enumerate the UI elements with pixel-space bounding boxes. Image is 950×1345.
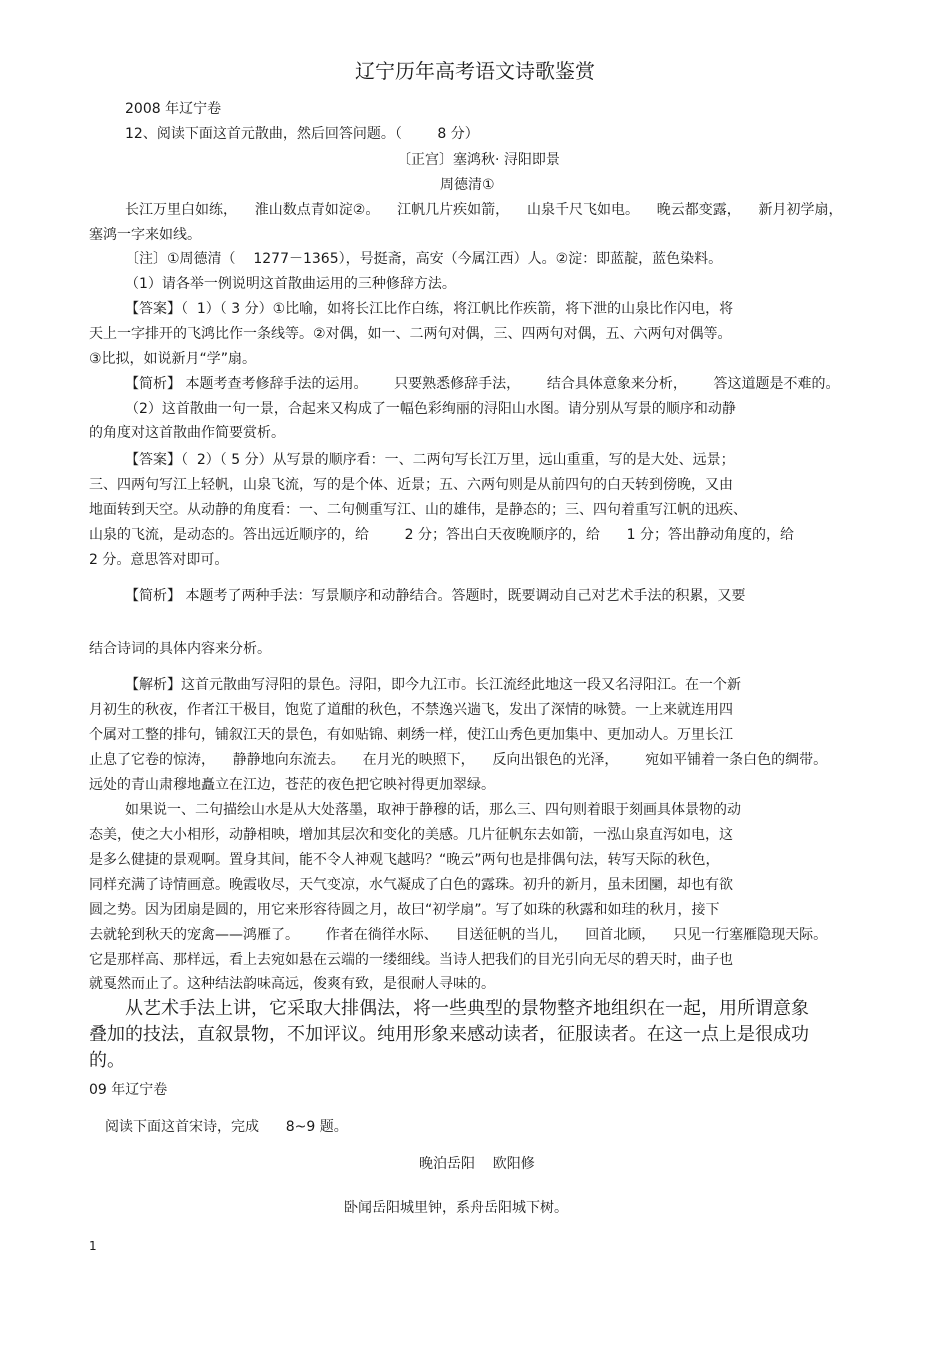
poem-author: 周德清① (440, 177, 495, 193)
page-number: 1 (89, 1239, 97, 1253)
answer-line: 【答案】（ 1）（ 3 分）①比喻，如将长江比作白练，将江帆比作疾箭，将下泄的山泉比作闪电，将 (125, 301, 734, 317)
sub-question-1: （1）请各举一例说明这首散曲运用的三种修辞方法。 (125, 276, 456, 292)
brief-analysis: 结合诗词的具体内容来分析。 (89, 641, 271, 657)
section-2009: 09 年辽宁卷 (89, 1082, 168, 1098)
poem-line: 卧闻岳阳城里钟，系舟岳阳城下树。 (344, 1200, 568, 1216)
poem-line: 长江万里白如练， 淮山数点青如淀②。 江帆几片疾如箭， 山泉千尺飞如电。 晚云都变露， 新月初学扇， (125, 202, 843, 218)
brief-analysis: 【简析】 本题考了两种手法：写景顺序和动静结合。答题时，既要调动自己对艺术手法的积累，又要 (125, 588, 746, 604)
analysis-line: 态美，使之大小相形，动静相映，增加其层次和变化的美感。几片征帆东去如箭，一泓山泉直泻如电，这 (89, 827, 733, 843)
answer-line: 地面转到天空。从动静的角度看：一、二句侧重写江、山的雄伟，是静态的；三、四句着重写江帆的迅疾、 (89, 502, 747, 518)
analysis-line: 月初生的秋夜，作者江干极目，饱览了道酣的秋色，不禁逸兴遄飞，发出了深情的咏赞。一上来就连用四 (89, 702, 733, 718)
answer-line: 【答案】（ 2）（ 5 分）从写景的顺序看：一、二两句写长江万里，远山重重，写的是大处、远景； (125, 452, 735, 468)
analysis-line: 去就轮到秋天的宠禽——鸿雁了。 作者在徜徉水际、 目送征帆的当儿， 回首北顾， 只见一行塞雁隐现天际。 (89, 927, 828, 943)
analysis-line: 止息了它卷的惊涛， 静静地向东流去。 在月光的映照下， 反向出银色的光泽， 宛如平铺着一条白色的绸带。 (89, 752, 828, 768)
analysis-line: 同样充满了诗情画意。晚霞收尽，天气变凉，水气凝成了白色的露珠。初升的新月，虽未团圞，却也有欲 (89, 877, 733, 893)
answer-line: 天上一字排开的飞鸿比作一条线等。②对偶，如一、二两句对偶，三、四两句对偶，五、六两句对偶等。 (89, 326, 732, 342)
analysis-line: 远处的青山肃穆地矗立在江边，苍茫的夜色把它映衬得更加翠绿。 (89, 777, 495, 793)
question-12: 12、阅读下面这首元散曲，然后回答问题。（ 8 分） (125, 126, 479, 142)
note-line: 〔注〕①周德清（ 1277－1365），号挺斋，高安（今属江西）人。②淀：即蓝靛，蓝色染料。 (125, 251, 723, 267)
analysis-line-large: 的。 (89, 1050, 125, 1071)
answer-line: 山泉的飞流，是动态的。答出远近顺序的，给 2 分；答出白天夜晚顺序的，给 1 分；答出静动角度的，给 (89, 527, 795, 543)
poem-line: 塞鸿一字来如线。 (89, 227, 201, 243)
analysis-line: 圆之势。因为团扇是圆的，用它来形容待圆之月，故曰“初学扇”。写了如珠的秋露和如珪的秋月，接下 (89, 902, 720, 918)
section-2008: 2008 年辽宁卷 (125, 101, 222, 117)
poem-title: 晚泊岳阳 欧阳修 (419, 1156, 535, 1172)
question-intro: 阅读下面这首宋诗，完成 8~9 题。 (105, 1119, 348, 1135)
brief-analysis: 【简析】 本题考查考修辞手法的运用。 只要熟悉修辞手法， 结合具体意象来分析， 答这道题是不难的。 (125, 376, 840, 392)
sub-question-2: 的角度对这首散曲作简要赏析。 (89, 425, 285, 441)
analysis-line-large: 从艺术手法上讲，它采取大排偶法，将一些典型的景物整齐地组织在一起，用所谓意象 (125, 998, 809, 1019)
poem-title: 〔正宫〕塞鸿秋· 浔阳即景 (397, 152, 560, 168)
analysis-line: 如果说一、二句描绘山水是从大处落墨，取神于静穆的话，那么三、四句则着眼于刻画具体景物的动 (125, 802, 741, 818)
answer-line: ③比拟，如说新月“学”扇。 (89, 351, 257, 367)
analysis-line: 它是那样高、那样远，看上去宛如悬在云端的一缕细线。当诗人把我们的目光引向无尽的碧天时，曲子也 (89, 952, 733, 968)
analysis-line: 是多么健捷的景观啊。置身其间，能不令人神观飞越吗？“晚云”两句也是排偶句法，转写天际的秋色， (89, 852, 720, 868)
sub-question-2: （2）这首散曲一句一景，合起来又构成了一幅色彩绚丽的浔阳山水图。请分别从写景的顺序和动静 (125, 401, 736, 417)
analysis-line: 个属对工整的排句，铺叙江天的景色，有如贴锦、刺绣一样，使江山秀色更加集中、更加动人。万里长江 (89, 727, 733, 743)
page-title: 辽宁历年高考语文诗歌鉴赏 (355, 59, 595, 83)
analysis-line: 就戛然而止了。这种结法韵味高远，俊爽有致，是很耐人寻味的。 (89, 976, 495, 992)
answer-line: 三、四两句写江上轻帆，山泉飞流，写的是个体、近景；五、六两句则是从前四句的白天转到傍晚，又由 (89, 477, 733, 493)
analysis-line-large: 叠加的技法，直叙景物，不加评议。纯用形象来感动读者，征服读者。在这一点上是很成功 (89, 1024, 809, 1045)
answer-line: 2 分。意思答对即可。 (89, 552, 229, 568)
analysis-line: 【解析】这首元散曲写浔阳的景色。浔阳，即今九江市。长江流经此地这一段又名浔阳江。在一个新 (125, 677, 741, 693)
